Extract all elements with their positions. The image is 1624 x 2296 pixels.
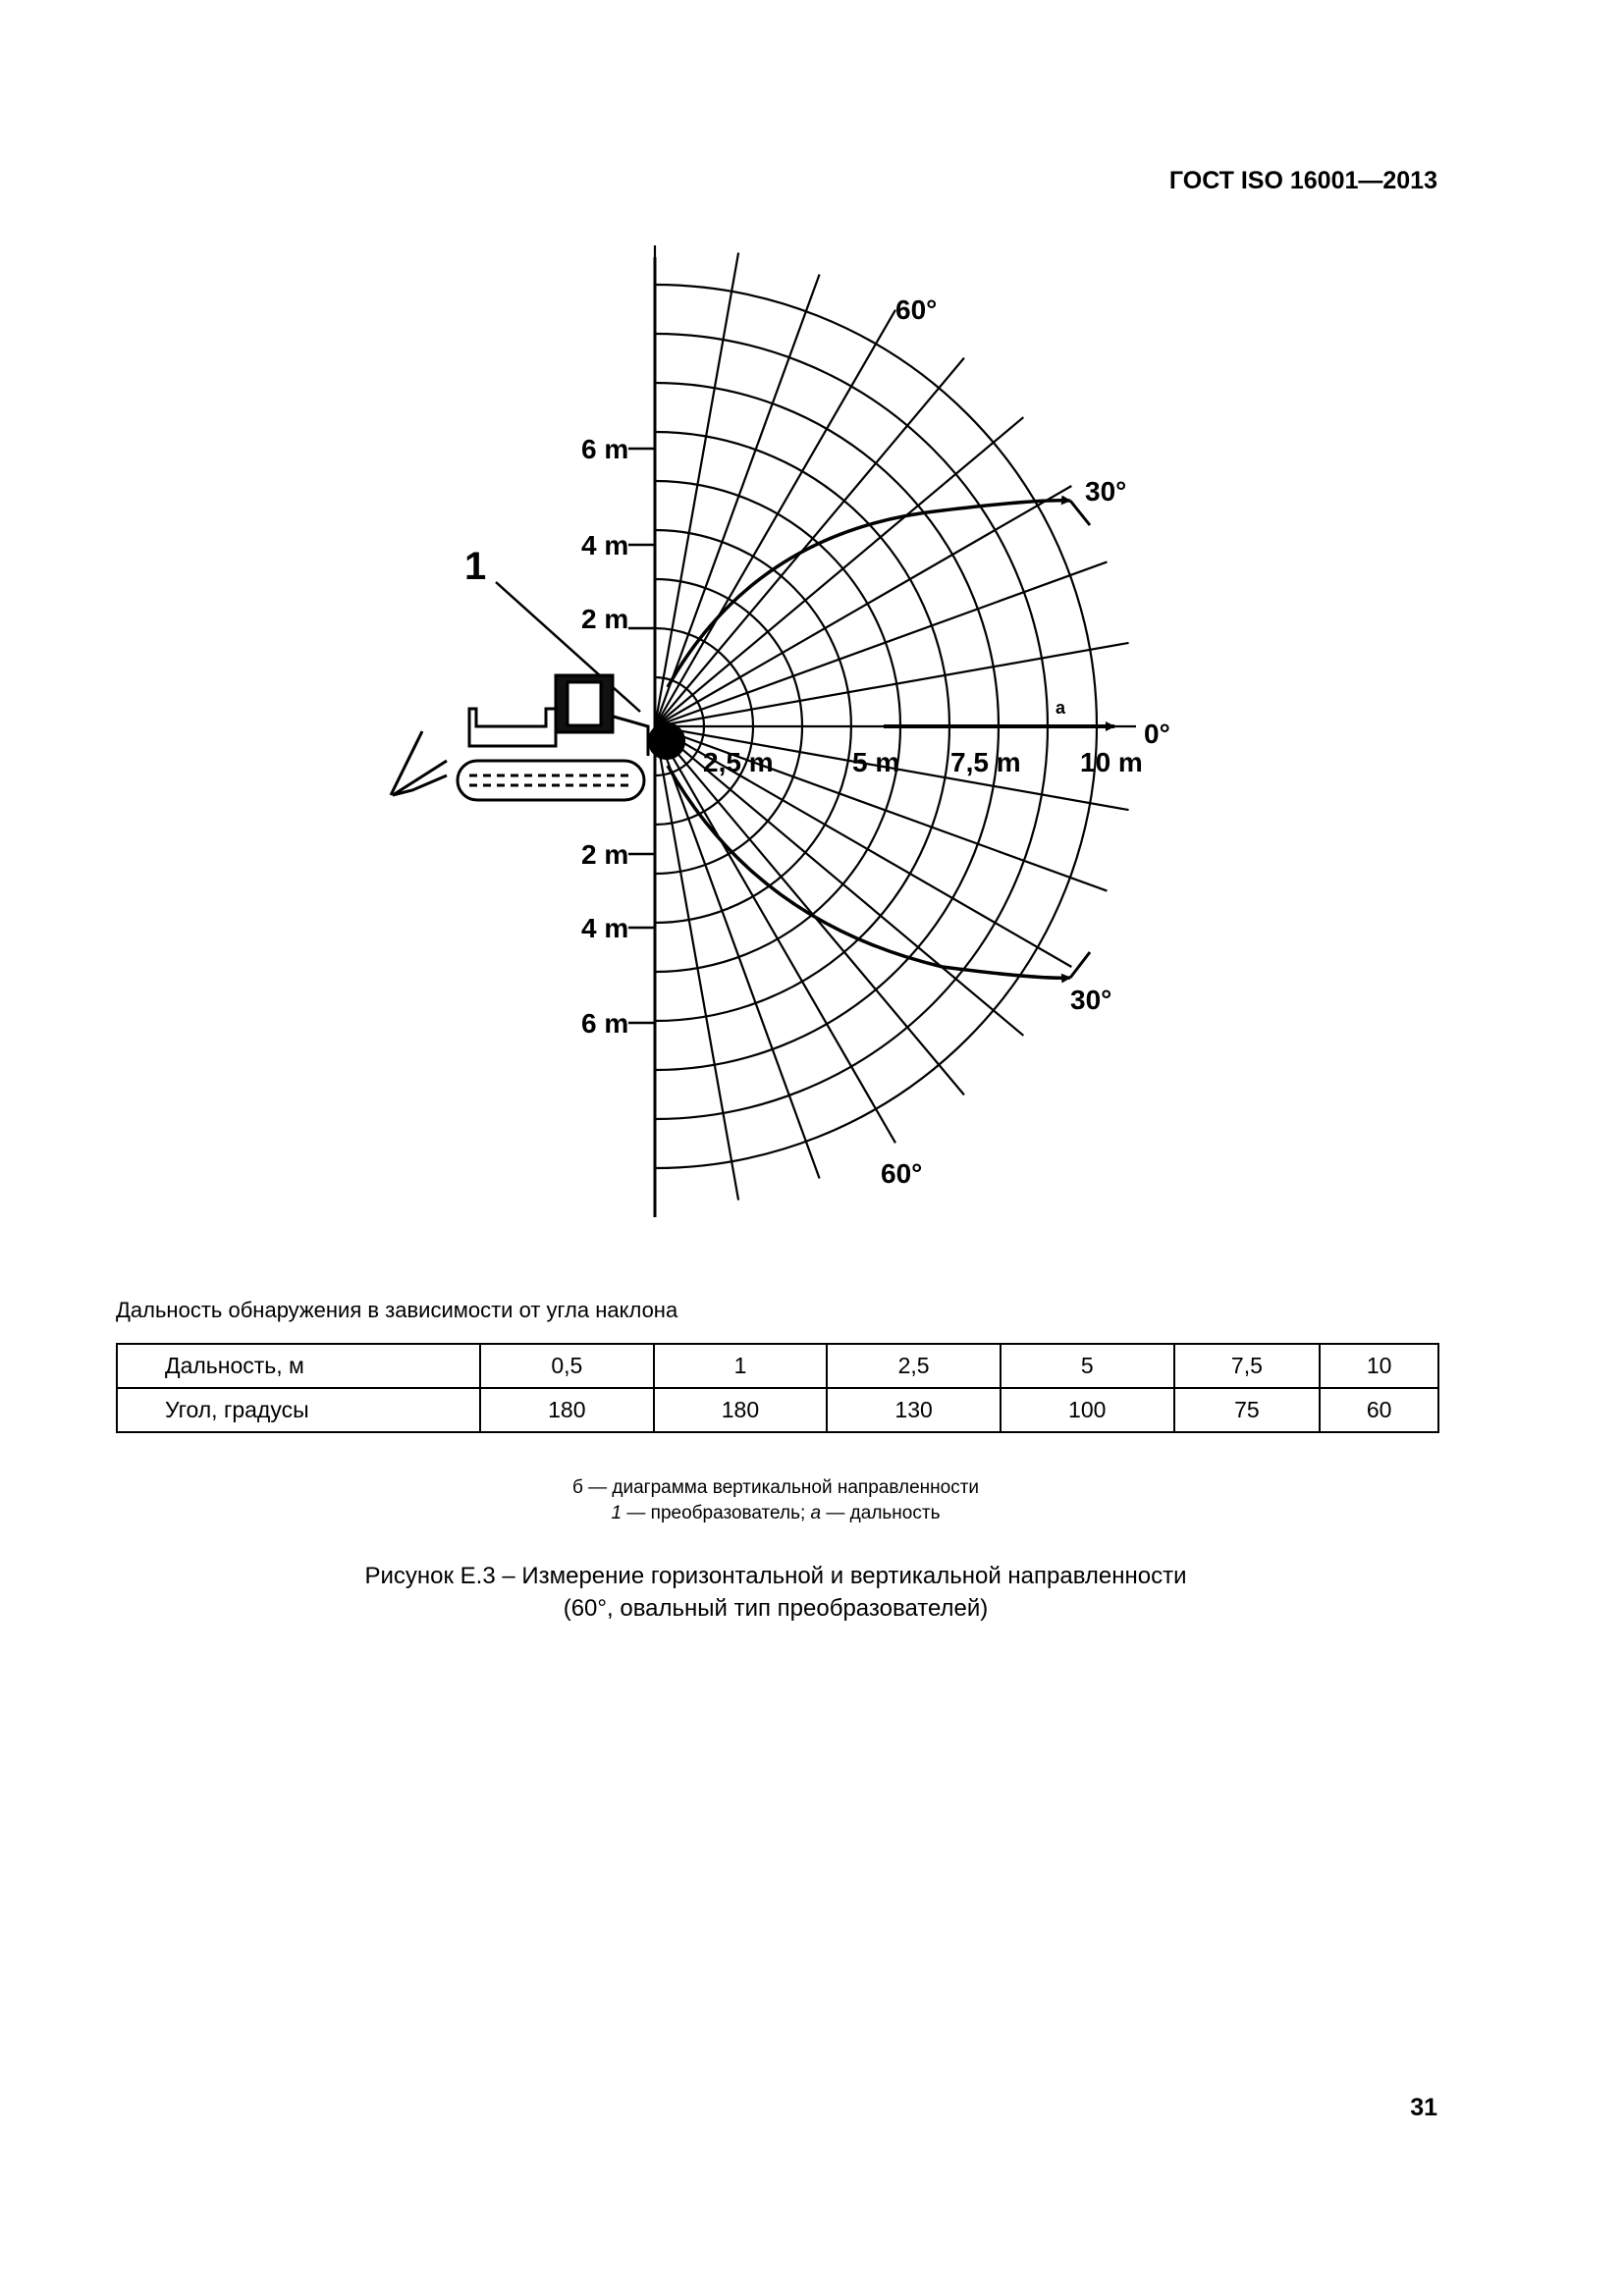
label-10m: 10 m bbox=[1080, 747, 1143, 777]
legend-text-a: — преобразователь; bbox=[622, 1503, 811, 1523]
cell-range-4: 5 bbox=[1001, 1344, 1174, 1388]
row-header-angle: Угол, градусы bbox=[117, 1388, 480, 1432]
standard-header: ГОСТ ISO 16001—2013 bbox=[1168, 167, 1437, 194]
legend-num: 1 bbox=[611, 1503, 623, 1523]
label-2m-bottom: 2 m bbox=[581, 839, 629, 870]
table-title: Дальность обнаружения в зависимости от угла наклона bbox=[116, 1298, 678, 1322]
callout-number: 1 bbox=[464, 545, 487, 588]
table-row-range bbox=[117, 1344, 1438, 1388]
label-7-5m: 7,5 m bbox=[950, 747, 1021, 777]
lower-beam-curve bbox=[668, 766, 1070, 978]
cell-angle-5: 75 bbox=[1174, 1388, 1321, 1432]
label-arrow-a: a bbox=[1056, 698, 1066, 718]
table-row-angle bbox=[117, 1388, 1438, 1432]
legend-letter: a bbox=[810, 1503, 822, 1523]
label-2m-top: 2 m bbox=[581, 604, 629, 634]
label-4m-bottom: 4 m bbox=[581, 913, 629, 943]
vehicle-icon bbox=[391, 675, 648, 800]
page-number: 31 bbox=[1410, 2094, 1437, 2121]
label-2-5m: 2,5 m bbox=[703, 747, 774, 777]
label-5m: 5 m bbox=[852, 747, 900, 777]
label-60-top: 60° bbox=[895, 294, 938, 325]
row-header-range: Дальность, м bbox=[117, 1344, 480, 1388]
legend-text-b: — дальность bbox=[821, 1503, 941, 1523]
label-60-bottom: 60° bbox=[881, 1158, 923, 1189]
cell-angle-2: 180 bbox=[654, 1388, 828, 1432]
label-30-top: 30° bbox=[1085, 476, 1127, 507]
label-6m-top: 6 m bbox=[581, 434, 629, 464]
cell-angle-4: 100 bbox=[1001, 1388, 1174, 1432]
cell-range-3: 2,5 bbox=[827, 1344, 1001, 1388]
cell-range-1: 0,5 bbox=[480, 1344, 654, 1388]
cell-range-6: 10 bbox=[1320, 1344, 1438, 1388]
label-4m-top: 4 m bbox=[581, 530, 629, 561]
figure-title-line-1: Рисунок Е.3 – Измерение горизонтальной и вертикальной направленности bbox=[364, 1563, 1187, 1589]
legend-line-1: б — диаграмма вертикальной направленности bbox=[571, 1477, 980, 1498]
figure-title-line-2: (60°, овальный тип преобразователей) bbox=[563, 1595, 989, 1622]
cell-range-2: 1 bbox=[654, 1344, 828, 1388]
label-30-bottom: 30° bbox=[1070, 985, 1112, 1015]
legend-line-2 bbox=[0, 1503, 1551, 1524]
cell-range-5: 7,5 bbox=[1174, 1344, 1321, 1388]
label-6m-bottom: 6 m bbox=[581, 1008, 629, 1039]
cell-angle-3: 130 bbox=[827, 1388, 1001, 1432]
cell-angle-6: 60 bbox=[1320, 1388, 1438, 1432]
label-0-deg: 0° bbox=[1144, 719, 1170, 749]
detection-range-table bbox=[116, 1343, 1439, 1433]
cell-angle-1: 180 bbox=[480, 1388, 654, 1432]
